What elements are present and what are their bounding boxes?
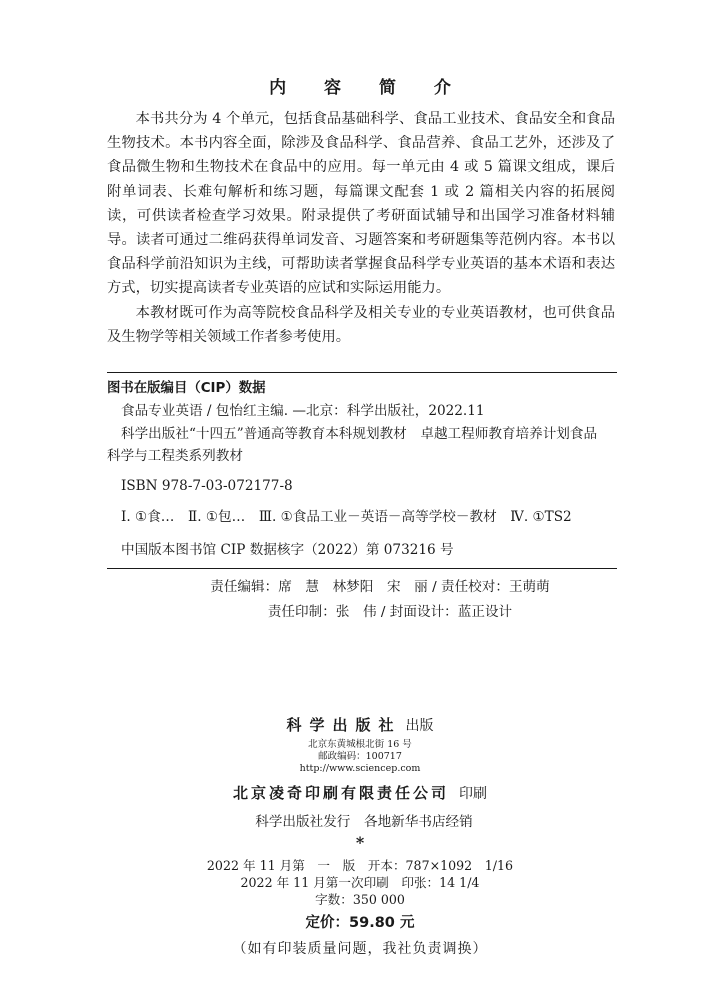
summary-title: 内 容 简 介 <box>269 78 467 98</box>
edition-line: 2022 年 11 月第 一 版 开本：787×1092 1/16 <box>206 858 514 873</box>
distribution-line: 科学出版社发行 各地新华书店经销 <box>255 814 473 830</box>
summary-paragraph: 本教材既可作为高等院校食品科学及相关专业的专业英语教材，也可供食品及生物学等相关领域工作者参考使用。 <box>107 304 615 345</box>
word-count: 字数：350 000 <box>315 892 405 907</box>
cip-title-line: 食品专业英语 / 包怡红主编. —北京：科学出版社，2022.11 <box>121 403 485 419</box>
publisher-name: 科学出版社 <box>286 716 402 734</box>
cip-block <box>107 378 617 561</box>
section-separator: * <box>355 833 365 852</box>
summary-body <box>107 107 615 349</box>
publication-info <box>0 712 720 961</box>
price: 定价：59.80 元 <box>305 915 415 931</box>
staff-production: 责任印制：张 伟 / 封面设计：蓝正设计 <box>267 604 513 620</box>
cip-clc-number: 中国版本图书馆 CIP 数据核字（2022）第 073216 号 <box>121 541 454 558</box>
publisher-address: 北京东黄城根北街 16 号 <box>308 739 412 750</box>
printer-verb: 印刷 <box>459 786 487 802</box>
staff-credits <box>0 575 720 625</box>
cip-series-line: 科学出版社“十四五”普通高等教育本科规划教材 卓越工程师教育培养计划食品 <box>121 425 598 442</box>
cip-bottom-divider <box>107 568 617 569</box>
summary-paragraph: 本书共分为 4 个单元，包括食品基础科学、食品工业技术、食品安全和食品生物技术。本书内容全面，除涉及食品科学、食品营养、食品工艺外，还涉及了食品微生物和生物技术在食品中的应用。每一单元由 4 或 5 篇课文组成，课后附单词表、长难句解析和练习题，每篇课文配套 1 或 2 篇相关内容的拓展阅读，可供读者检查学习效果。附录提供了考研面试辅导和出国学习准备材料辅导。读者可通过二维码获得单词发音、习题答案和考研题集等范例内容。本书以食品科学前沿知识为主线，可帮助读者掌握食品科学专业英语的基本术语和表达方式，切实提高读者专业英语的应试和实际运用能力。 <box>107 111 615 297</box>
publisher-postcode: 邮政编码：100717 <box>318 751 402 762</box>
staff-editors: 责任编辑：席 慧 林梦阳 宋 丽 / 责任校对：王萌萌 <box>210 579 550 595</box>
printer-line <box>0 782 720 805</box>
publisher-website: http://www.sciencep.com <box>299 763 421 774</box>
cip-isbn: ISBN 978-7-03-072177-8 <box>121 477 293 494</box>
cip-top-divider <box>107 372 617 373</box>
cip-classification: Ⅰ. ①食… Ⅱ. ①包… Ⅲ. ①食品工业－英语－高等学校－教材 Ⅳ. ①TS2 <box>121 509 572 525</box>
printer-name: 北京凌奇印刷有限责任公司 <box>232 784 449 802</box>
printing-line: 2022 年 11 月第一次印刷 印张：14 1/4 <box>240 875 480 890</box>
publisher-verb: 出版 <box>405 718 434 734</box>
publisher-line <box>0 712 720 739</box>
cip-heading: 图书在版编目（CIP）数据 <box>107 381 266 396</box>
edition-specs <box>0 857 720 908</box>
cip-series-line-continued: 科学与工程类系列教材 <box>107 448 243 464</box>
quality-note: （如有印装质量问题，我社负责调换） <box>232 941 488 957</box>
